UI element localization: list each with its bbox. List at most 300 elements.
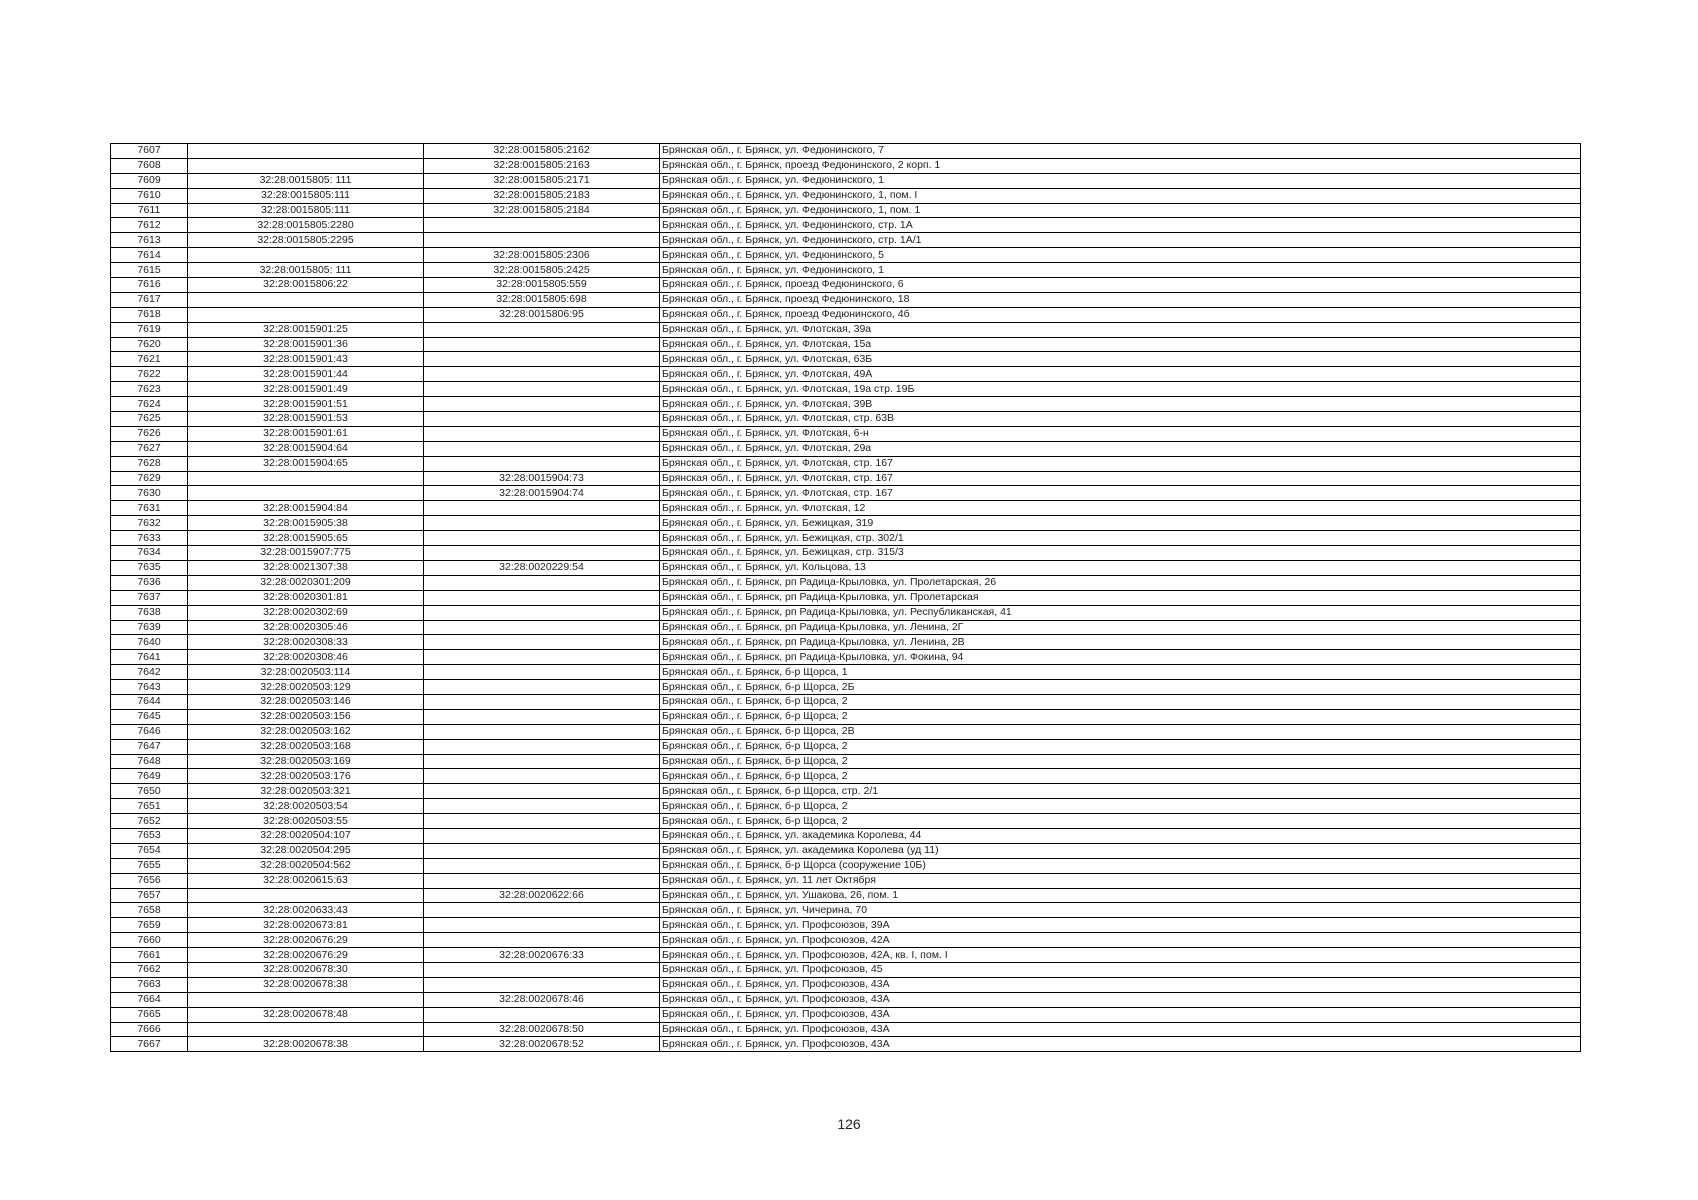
object-cadastral-number-cell: 32:28:0015904:73	[424, 471, 660, 486]
table-row	[111, 397, 1581, 412]
row-number-cell: 7613	[111, 233, 188, 248]
row-number-cell: 7625	[111, 412, 188, 427]
page-number: 126	[837, 1116, 861, 1132]
row-number-cell: 7631	[111, 501, 188, 516]
address-cell: Брянская обл., г. Брянск, ул. Кольцова, 13	[660, 560, 1581, 575]
table-row	[111, 799, 1581, 814]
land-cadastral-number-cell: 32:28:0015805:2295	[188, 233, 424, 248]
row-number-cell: 7633	[111, 531, 188, 546]
object-cadastral-number-cell: 32:28:0015805:2425	[424, 263, 660, 278]
object-cadastral-number-cell	[424, 426, 660, 441]
land-cadastral-number-cell: 32:28:0020676:29	[188, 948, 424, 963]
address-cell: Брянская обл., г. Брянск, ул. Профсоюзов, 42А, кв. I, пом. I	[660, 948, 1581, 963]
row-number-cell: 7649	[111, 769, 188, 784]
land-cadastral-number-cell: 32:28:0015901:44	[188, 367, 424, 382]
row-number-cell: 7638	[111, 605, 188, 620]
address-cell: Брянская обл., г. Брянск, ул. Флотская, 49А	[660, 367, 1581, 382]
object-cadastral-number-cell	[424, 873, 660, 888]
row-number-cell: 7648	[111, 754, 188, 769]
object-cadastral-number-cell	[424, 933, 660, 948]
land-cadastral-number-cell: 32:28:0020503:54	[188, 799, 424, 814]
row-number-cell: 7667	[111, 1037, 188, 1052]
address-cell: Брянская обл., г. Брянск, рп Радица-Крыловка, ул. Фокина, 94	[660, 650, 1581, 665]
address-cell: Брянская обл., г. Брянск, б-р Щорса, 1	[660, 665, 1581, 680]
land-cadastral-number-cell: 32:28:0020504:562	[188, 858, 424, 873]
land-cadastral-number-cell: 32:28:0020503:146	[188, 694, 424, 709]
row-number-cell: 7664	[111, 992, 188, 1007]
object-cadastral-number-cell	[424, 680, 660, 695]
row-number-cell: 7614	[111, 248, 188, 263]
object-cadastral-number-cell	[424, 412, 660, 427]
row-number-cell: 7622	[111, 367, 188, 382]
object-cadastral-number-cell	[424, 620, 660, 635]
table-row	[111, 546, 1581, 561]
table-row	[111, 1022, 1581, 1037]
table-row	[111, 263, 1581, 278]
land-cadastral-number-cell: 32:28:0020633:43	[188, 903, 424, 918]
table-row	[111, 962, 1581, 977]
row-number-cell: 7627	[111, 441, 188, 456]
object-cadastral-number-cell: 32:28:0015805:2184	[424, 203, 660, 218]
table-row	[111, 873, 1581, 888]
object-cadastral-number-cell	[424, 531, 660, 546]
row-number-cell: 7642	[111, 665, 188, 680]
row-number-cell: 7637	[111, 590, 188, 605]
land-cadastral-number-cell: 32:28:0020305:46	[188, 620, 424, 635]
address-cell: Брянская обл., г. Брянск, ул. Чичерина, 70	[660, 903, 1581, 918]
object-cadastral-number-cell: 32:28:0015805:2171	[424, 173, 660, 188]
row-number-cell: 7634	[111, 546, 188, 561]
land-cadastral-number-cell: 32:28:0015905:38	[188, 516, 424, 531]
address-cell: Брянская обл., г. Брянск, ул. Флотская, 12	[660, 501, 1581, 516]
row-number-cell: 7653	[111, 828, 188, 843]
address-cell: Брянская обл., г. Брянск, ул. Федюнинского, 1	[660, 263, 1581, 278]
object-cadastral-number-cell	[424, 843, 660, 858]
land-cadastral-number-cell: 32:28:0015805: 111	[188, 173, 424, 188]
land-cadastral-number-cell: 32:28:0020308:33	[188, 635, 424, 650]
object-cadastral-number-cell: 32:28:0020678:50	[424, 1022, 660, 1037]
row-number-cell: 7608	[111, 158, 188, 173]
row-number-cell: 7666	[111, 1022, 188, 1037]
row-number-cell: 7640	[111, 635, 188, 650]
row-number-cell: 7639	[111, 620, 188, 635]
land-cadastral-number-cell	[188, 307, 424, 322]
table-row	[111, 665, 1581, 680]
table-row	[111, 560, 1581, 575]
address-cell: Брянская обл., г. Брянск, ул. Федюнинского, 7	[660, 144, 1581, 159]
land-cadastral-number-cell	[188, 888, 424, 903]
table-row	[111, 471, 1581, 486]
object-cadastral-number-cell	[424, 694, 660, 709]
table-row	[111, 173, 1581, 188]
row-number-cell: 7644	[111, 694, 188, 709]
table-row	[111, 992, 1581, 1007]
row-number-cell: 7647	[111, 739, 188, 754]
address-cell: Брянская обл., г. Брянск, ул. Флотская, 29а	[660, 441, 1581, 456]
address-cell: Брянская обл., г. Брянск, ул. Федюнинского, стр. 1А/1	[660, 233, 1581, 248]
address-cell: Брянская обл., г. Брянск, ул. Федюнинского, стр. 1А	[660, 218, 1581, 233]
table-row	[111, 307, 1581, 322]
table-row	[111, 680, 1581, 695]
table-row	[111, 903, 1581, 918]
row-number-cell: 7626	[111, 426, 188, 441]
land-cadastral-number-cell: 32:28:0020503:55	[188, 814, 424, 829]
cadastral-register-table	[110, 143, 1581, 1052]
address-cell: Брянская обл., г. Брянск, рп Радица-Крыловка, ул. Пролетарская	[660, 590, 1581, 605]
land-cadastral-number-cell: 32:28:0020301:81	[188, 590, 424, 605]
table-row	[111, 918, 1581, 933]
address-cell: Брянская обл., г. Брянск, ул. Профсоюзов, 43А	[660, 1007, 1581, 1022]
row-number-cell: 7623	[111, 382, 188, 397]
land-cadastral-number-cell: 32:28:0015805:111	[188, 188, 424, 203]
land-cadastral-number-cell: 32:28:0015806:22	[188, 278, 424, 293]
row-number-cell: 7665	[111, 1007, 188, 1022]
object-cadastral-number-cell	[424, 546, 660, 561]
land-cadastral-number-cell: 32:28:0020678:48	[188, 1007, 424, 1022]
land-cadastral-number-cell	[188, 1022, 424, 1037]
land-cadastral-number-cell: 32:28:0020503:176	[188, 769, 424, 784]
table-row	[111, 203, 1581, 218]
object-cadastral-number-cell	[424, 352, 660, 367]
row-number-cell: 7655	[111, 858, 188, 873]
object-cadastral-number-cell	[424, 575, 660, 590]
address-cell: Брянская обл., г. Брянск, ул. Флотская, стр. 167	[660, 486, 1581, 501]
address-cell: Брянская обл., г. Брянск, ул. Бежицкая, стр. 302/1	[660, 531, 1581, 546]
object-cadastral-number-cell	[424, 635, 660, 650]
row-number-cell: 7635	[111, 560, 188, 575]
land-cadastral-number-cell: 32:28:0015805: 111	[188, 263, 424, 278]
row-number-cell: 7650	[111, 784, 188, 799]
land-cadastral-number-cell: 32:28:0021307:38	[188, 560, 424, 575]
table-row	[111, 635, 1581, 650]
address-cell: Брянская обл., г. Брянск, ул. Профсоюзов, 43А	[660, 1037, 1581, 1052]
land-cadastral-number-cell: 32:28:0020301:209	[188, 575, 424, 590]
land-cadastral-number-cell: 32:28:0015901:51	[188, 397, 424, 412]
address-cell: Брянская обл., г. Брянск, ул. Федюнинского, 1	[660, 173, 1581, 188]
row-number-cell: 7643	[111, 680, 188, 695]
object-cadastral-number-cell: 32:28:0020678:52	[424, 1037, 660, 1052]
address-cell: Брянская обл., г. Брянск, б-р Щорса, 2	[660, 739, 1581, 754]
object-cadastral-number-cell	[424, 337, 660, 352]
land-cadastral-number-cell: 32:28:0020676:29	[188, 933, 424, 948]
row-number-cell: 7636	[111, 575, 188, 590]
land-cadastral-number-cell: 32:28:0020678:38	[188, 977, 424, 992]
table-row	[111, 620, 1581, 635]
register-table-body	[111, 144, 1581, 1052]
land-cadastral-number-cell: 32:28:0020615:63	[188, 873, 424, 888]
table-row	[111, 367, 1581, 382]
row-number-cell: 7618	[111, 307, 188, 322]
object-cadastral-number-cell: 32:28:0015805:2162	[424, 144, 660, 159]
row-number-cell: 7628	[111, 456, 188, 471]
object-cadastral-number-cell	[424, 828, 660, 843]
address-cell: Брянская обл., г. Брянск, ул. Профсоюзов, 42А	[660, 933, 1581, 948]
table-row	[111, 814, 1581, 829]
land-cadastral-number-cell: 32:28:0020678:30	[188, 962, 424, 977]
object-cadastral-number-cell: 32:28:0015805:559	[424, 278, 660, 293]
address-cell: Брянская обл., г. Брянск, проезд Федюнинского, 18	[660, 292, 1581, 307]
object-cadastral-number-cell	[424, 397, 660, 412]
land-cadastral-number-cell: 32:28:0015805:2280	[188, 218, 424, 233]
land-cadastral-number-cell	[188, 486, 424, 501]
address-cell: Брянская обл., г. Брянск, ул. Профсоюзов, 43А	[660, 977, 1581, 992]
object-cadastral-number-cell: 32:28:0015805:2306	[424, 248, 660, 263]
address-cell: Брянская обл., г. Брянск, ул. академика Королева, 44	[660, 828, 1581, 843]
land-cadastral-number-cell: 32:28:0015905:65	[188, 531, 424, 546]
address-cell: Брянская обл., г. Брянск, ул. Федюнинского, 5	[660, 248, 1581, 263]
row-number-cell: 7621	[111, 352, 188, 367]
address-cell: Брянская обл., г. Брянск, ул. Федюнинского, 1, пом. 1	[660, 203, 1581, 218]
table-row	[111, 441, 1581, 456]
land-cadastral-number-cell: 32:28:0020503:162	[188, 724, 424, 739]
object-cadastral-number-cell	[424, 382, 660, 397]
object-cadastral-number-cell	[424, 605, 660, 620]
row-number-cell: 7654	[111, 843, 188, 858]
address-cell: Брянская обл., г. Брянск, ул. Флотская, стр. 167	[660, 456, 1581, 471]
table-row	[111, 158, 1581, 173]
land-cadastral-number-cell: 32:28:0020504:295	[188, 843, 424, 858]
table-row	[111, 858, 1581, 873]
row-number-cell: 7611	[111, 203, 188, 218]
address-cell: Брянская обл., г. Брянск, рп Радица-Крыловка, ул. Республиканская, 41	[660, 605, 1581, 620]
object-cadastral-number-cell: 32:28:0015805:2163	[424, 158, 660, 173]
table-row	[111, 977, 1581, 992]
table-row	[111, 248, 1581, 263]
address-cell: Брянская обл., г. Брянск, проезд Федюнинского, 6	[660, 278, 1581, 293]
table-row	[111, 218, 1581, 233]
address-cell: Брянская обл., г. Брянск, ул. Флотская, стр. 63В	[660, 412, 1581, 427]
row-number-cell: 7657	[111, 888, 188, 903]
address-cell: Брянская обл., г. Брянск, б-р Щорса, 2	[660, 799, 1581, 814]
table-row	[111, 426, 1581, 441]
table-row	[111, 754, 1581, 769]
row-number-cell: 7656	[111, 873, 188, 888]
land-cadastral-number-cell: 32:28:0015901:25	[188, 322, 424, 337]
object-cadastral-number-cell: 32:28:0020678:46	[424, 992, 660, 1007]
row-number-cell: 7646	[111, 724, 188, 739]
address-cell: Брянская обл., г. Брянск, рп Радица-Крыловка, ул. Ленина, 2Г	[660, 620, 1581, 635]
object-cadastral-number-cell	[424, 769, 660, 784]
object-cadastral-number-cell	[424, 814, 660, 829]
address-cell: Брянская обл., г. Брянск, ул. академика Королева (уд 11)	[660, 843, 1581, 858]
table-row	[111, 724, 1581, 739]
row-number-cell: 7630	[111, 486, 188, 501]
object-cadastral-number-cell	[424, 918, 660, 933]
object-cadastral-number-cell	[424, 441, 660, 456]
object-cadastral-number-cell	[424, 367, 660, 382]
address-cell: Брянская обл., г. Брянск, ул. Бежицкая, 319	[660, 516, 1581, 531]
land-cadastral-number-cell: 32:28:0015901:61	[188, 426, 424, 441]
table-row	[111, 516, 1581, 531]
land-cadastral-number-cell: 32:28:0015901:49	[188, 382, 424, 397]
table-row	[111, 888, 1581, 903]
row-number-cell: 7663	[111, 977, 188, 992]
object-cadastral-number-cell	[424, 1007, 660, 1022]
land-cadastral-number-cell: 32:28:0015901:36	[188, 337, 424, 352]
table-row	[111, 501, 1581, 516]
address-cell: Брянская обл., г. Брянск, б-р Щорса, 2	[660, 814, 1581, 829]
address-cell: Брянская обл., г. Брянск, ул. Флотская, 15а	[660, 337, 1581, 352]
land-cadastral-number-cell	[188, 248, 424, 263]
row-number-cell: 7632	[111, 516, 188, 531]
address-cell: Брянская обл., г. Брянск, б-р Щорса, 2	[660, 754, 1581, 769]
object-cadastral-number-cell	[424, 516, 660, 531]
land-cadastral-number-cell: 32:28:0020503:129	[188, 680, 424, 695]
table-row	[111, 337, 1581, 352]
land-cadastral-number-cell: 32:28:0020503:114	[188, 665, 424, 680]
table-row	[111, 292, 1581, 307]
table-row	[111, 144, 1581, 159]
table-row	[111, 948, 1581, 963]
land-cadastral-number-cell: 32:28:0020308:46	[188, 650, 424, 665]
land-cadastral-number-cell: 32:28:0020503:321	[188, 784, 424, 799]
row-number-cell: 7661	[111, 948, 188, 963]
row-number-cell: 7662	[111, 962, 188, 977]
land-cadastral-number-cell	[188, 292, 424, 307]
address-cell: Брянская обл., г. Брянск, ул. Ушакова, 26, пом. 1	[660, 888, 1581, 903]
table-row	[111, 590, 1581, 605]
object-cadastral-number-cell	[424, 501, 660, 516]
land-cadastral-number-cell	[188, 992, 424, 1007]
address-cell: Брянская обл., г. Брянск, б-р Щорса, стр. 2/1	[660, 784, 1581, 799]
table-row	[111, 769, 1581, 784]
table-row	[111, 322, 1581, 337]
table-row	[111, 739, 1581, 754]
address-cell: Брянская обл., г. Брянск, ул. Федюнинского, 1, пом. I	[660, 188, 1581, 203]
table-row	[111, 650, 1581, 665]
address-cell: Брянская обл., г. Брянск, б-р Щорса, 2	[660, 694, 1581, 709]
table-row	[111, 843, 1581, 858]
row-number-cell: 7659	[111, 918, 188, 933]
address-cell: Брянская обл., г. Брянск, ул. Флотская, 63Б	[660, 352, 1581, 367]
object-cadastral-number-cell	[424, 724, 660, 739]
address-cell: Брянская обл., г. Брянск, ул. Флотская, 39а	[660, 322, 1581, 337]
object-cadastral-number-cell	[424, 858, 660, 873]
row-number-cell: 7609	[111, 173, 188, 188]
object-cadastral-number-cell	[424, 977, 660, 992]
land-cadastral-number-cell: 32:28:0015901:53	[188, 412, 424, 427]
address-cell: Брянская обл., г. Брянск, б-р Щорса, 2	[660, 709, 1581, 724]
address-cell: Брянская обл., г. Брянск, ул. Флотская, стр. 167	[660, 471, 1581, 486]
object-cadastral-number-cell	[424, 650, 660, 665]
land-cadastral-number-cell: 32:28:0020503:168	[188, 739, 424, 754]
table-row	[111, 1037, 1581, 1052]
land-cadastral-number-cell	[188, 144, 424, 159]
row-number-cell: 7612	[111, 218, 188, 233]
table-row	[111, 575, 1581, 590]
address-cell: Брянская обл., г. Брянск, ул. Профсоюзов, 43А	[660, 992, 1581, 1007]
row-number-cell: 7624	[111, 397, 188, 412]
object-cadastral-number-cell: 32:28:0015805:2183	[424, 188, 660, 203]
object-cadastral-number-cell	[424, 754, 660, 769]
table-row	[111, 933, 1581, 948]
land-cadastral-number-cell: 32:28:0015805:111	[188, 203, 424, 218]
row-number-cell: 7616	[111, 278, 188, 293]
object-cadastral-number-cell: 32:28:0015806:95	[424, 307, 660, 322]
row-number-cell: 7651	[111, 799, 188, 814]
row-number-cell: 7620	[111, 337, 188, 352]
land-cadastral-number-cell	[188, 471, 424, 486]
row-number-cell: 7610	[111, 188, 188, 203]
land-cadastral-number-cell: 32:28:0020503:156	[188, 709, 424, 724]
row-number-cell: 7645	[111, 709, 188, 724]
table-row	[111, 605, 1581, 620]
land-cadastral-number-cell: 32:28:0020504:107	[188, 828, 424, 843]
land-cadastral-number-cell	[188, 158, 424, 173]
land-cadastral-number-cell: 32:28:0020678:38	[188, 1037, 424, 1052]
object-cadastral-number-cell	[424, 456, 660, 471]
address-cell: Брянская обл., г. Брянск, рп Радица-Крыловка, ул. Ленина, 2В	[660, 635, 1581, 650]
row-number-cell: 7660	[111, 933, 188, 948]
row-number-cell: 7641	[111, 650, 188, 665]
row-number-cell: 7658	[111, 903, 188, 918]
table-row	[111, 709, 1581, 724]
object-cadastral-number-cell	[424, 709, 660, 724]
table-row	[111, 382, 1581, 397]
row-number-cell: 7629	[111, 471, 188, 486]
land-cadastral-number-cell: 32:28:0015907:775	[188, 546, 424, 561]
object-cadastral-number-cell: 32:28:0015904:74	[424, 486, 660, 501]
table-row	[111, 1007, 1581, 1022]
object-cadastral-number-cell	[424, 784, 660, 799]
object-cadastral-number-cell	[424, 233, 660, 248]
address-cell: Брянская обл., г. Брянск, б-р Щорса, 2Б	[660, 680, 1581, 695]
object-cadastral-number-cell	[424, 590, 660, 605]
table-row	[111, 828, 1581, 843]
land-cadastral-number-cell: 32:28:0015904:84	[188, 501, 424, 516]
object-cadastral-number-cell	[424, 665, 660, 680]
address-cell: Брянская обл., г. Брянск, проезд Федюнинского, 2 корп. 1	[660, 158, 1581, 173]
object-cadastral-number-cell	[424, 962, 660, 977]
address-cell: Брянская обл., г. Брянск, ул. 11 лет Октября	[660, 873, 1581, 888]
object-cadastral-number-cell	[424, 903, 660, 918]
table-row	[111, 352, 1581, 367]
address-cell: Брянская обл., г. Брянск, б-р Щорса, 2В	[660, 724, 1581, 739]
address-cell: Брянская обл., г. Брянск, б-р Щорса, 2	[660, 769, 1581, 784]
row-number-cell: 7615	[111, 263, 188, 278]
row-number-cell: 7652	[111, 814, 188, 829]
address-cell: Брянская обл., г. Брянск, ул. Профсоюзов, 43А	[660, 1022, 1581, 1037]
address-cell: Брянская обл., г. Брянск, ул. Флотская, 19а стр. 19Б	[660, 382, 1581, 397]
object-cadastral-number-cell	[424, 739, 660, 754]
row-number-cell: 7607	[111, 144, 188, 159]
table-row	[111, 412, 1581, 427]
land-cadastral-number-cell: 32:28:0015904:64	[188, 441, 424, 456]
land-cadastral-number-cell: 32:28:0015901:43	[188, 352, 424, 367]
object-cadastral-number-cell: 32:28:0015805:698	[424, 292, 660, 307]
address-cell: Брянская обл., г. Брянск, ул. Профсоюзов, 39А	[660, 918, 1581, 933]
address-cell: Брянская обл., г. Брянск, рп Радица-Крыловка, ул. Пролетарская, 26	[660, 575, 1581, 590]
table-row	[111, 188, 1581, 203]
object-cadastral-number-cell: 32:28:0020676:33	[424, 948, 660, 963]
address-cell: Брянская обл., г. Брянск, ул. Профсоюзов, 45	[660, 962, 1581, 977]
row-number-cell: 7619	[111, 322, 188, 337]
address-cell: Брянская обл., г. Брянск, ул. Бежицкая, стр. 315/3	[660, 546, 1581, 561]
row-number-cell: 7617	[111, 292, 188, 307]
table-row	[111, 694, 1581, 709]
address-cell: Брянская обл., г. Брянск, б-р Щорса (сооружение 10Б)	[660, 858, 1581, 873]
land-cadastral-number-cell: 32:28:0020503:169	[188, 754, 424, 769]
land-cadastral-number-cell: 32:28:0020673:81	[188, 918, 424, 933]
table-row	[111, 531, 1581, 546]
table-row	[111, 486, 1581, 501]
object-cadastral-number-cell	[424, 218, 660, 233]
object-cadastral-number-cell: 32:28:0020229:54	[424, 560, 660, 575]
object-cadastral-number-cell	[424, 322, 660, 337]
address-cell: Брянская обл., г. Брянск, проезд Федюнинского, 4б	[660, 307, 1581, 322]
table-row	[111, 456, 1581, 471]
object-cadastral-number-cell: 32:28:0020622:66	[424, 888, 660, 903]
